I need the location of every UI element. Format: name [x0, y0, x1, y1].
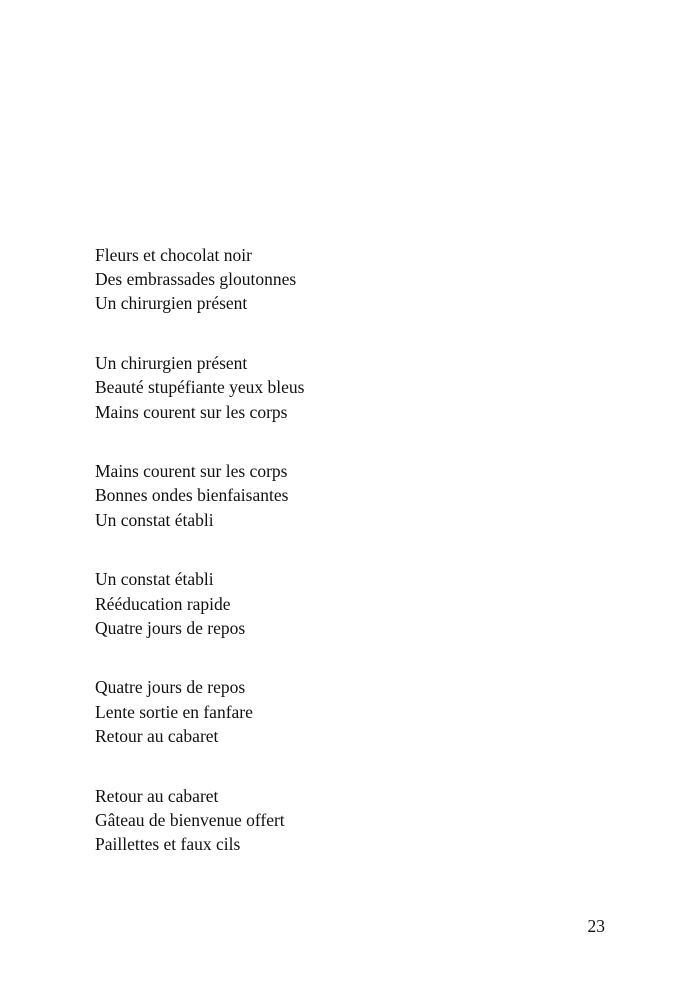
poem-line: Lente sortie en fanfare	[95, 701, 253, 722]
poem-line: Mains courent sur les corps	[95, 461, 288, 482]
page-number: 23	[587, 916, 605, 936]
poem-line: Mains courent sur les corps	[95, 401, 288, 422]
stanza	[95, 675, 615, 748]
poem-line: Quatre jours de repos	[95, 617, 246, 638]
poem-line: Des embrassades gloutonnes	[95, 269, 297, 290]
poem-line: Rééducation rapide	[95, 593, 231, 614]
poem	[95, 243, 615, 892]
stanza	[95, 459, 615, 532]
poem-line: Fleurs et chocolat noir	[95, 245, 252, 265]
poem-line: Retour au cabaret	[95, 785, 219, 806]
stanza	[95, 784, 615, 857]
poem-line: Gâteau de bienvenue offert	[95, 809, 285, 830]
poem-line: Quatre jours de repos	[95, 677, 246, 698]
poem-line: Un chirurgien présent	[95, 293, 248, 314]
stanza	[95, 243, 615, 316]
stanza	[95, 567, 615, 640]
poem-line: Retour au cabaret	[95, 725, 219, 746]
poem-line: Un constat établi	[95, 509, 214, 530]
poem-line: Bonnes ondes bienfaisantes	[95, 485, 289, 506]
stanza	[95, 351, 615, 424]
poem-line: Beauté stupéfiante yeux bleus	[95, 377, 305, 398]
poem-line: Paillettes et faux cils	[95, 833, 241, 854]
poem-line: Un constat établi	[95, 569, 214, 590]
poem-line: Un chirurgien présent	[95, 353, 248, 374]
